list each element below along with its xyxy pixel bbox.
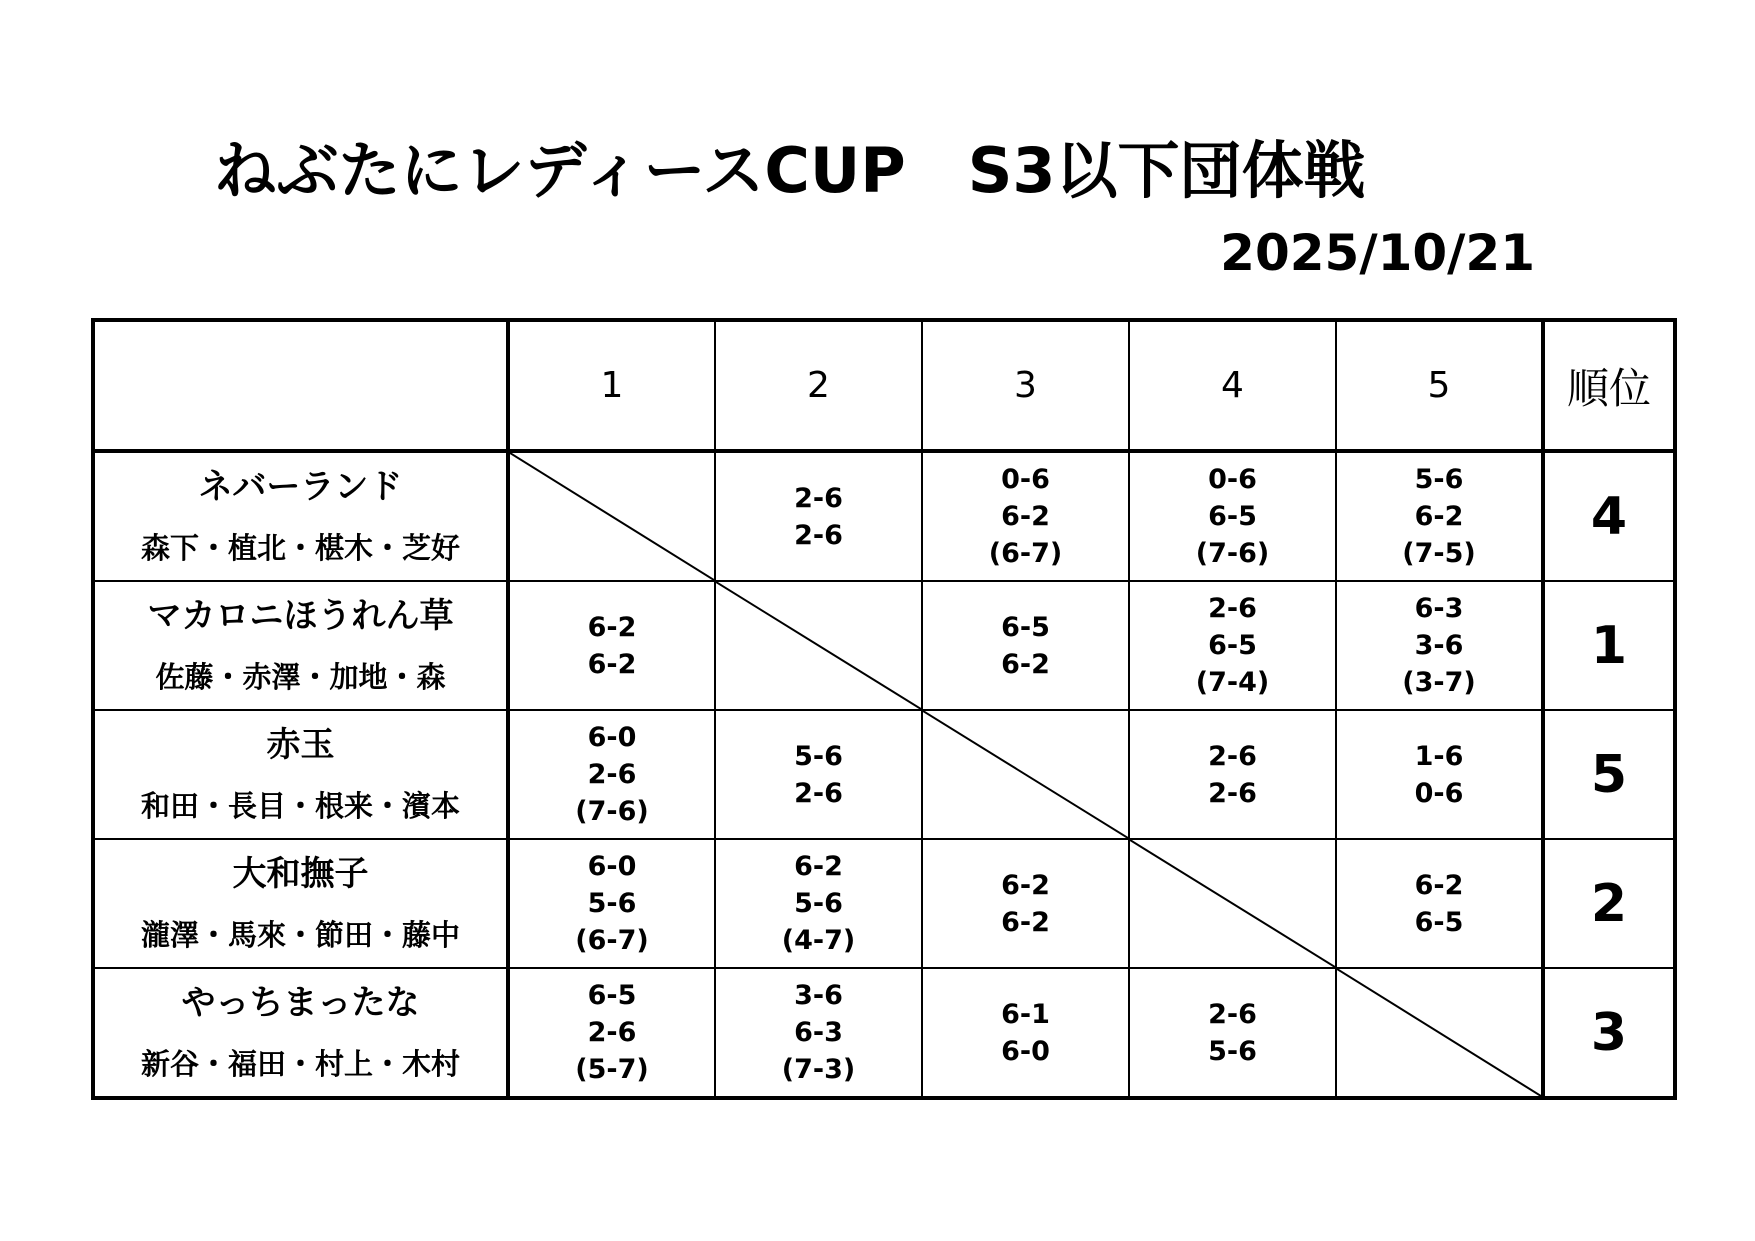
results-table [91, 318, 1677, 1100]
set-score: 6-5 [1001, 611, 1050, 643]
rank-value: 5 [1543, 710, 1675, 839]
team-name: 赤玉 [266, 725, 335, 765]
set-score: 6-2 [587, 648, 637, 680]
self-match-cell [1336, 968, 1543, 1098]
set-score: 2-6 [1208, 740, 1257, 772]
set-score: 2-6 [794, 482, 843, 514]
match-score-cell [1336, 581, 1543, 710]
team-cell [93, 581, 508, 710]
team-cell [93, 710, 508, 839]
set-score: (7-6) [575, 796, 649, 827]
set-score: 2-6 [794, 519, 843, 551]
set-score: 0-6 [1208, 464, 1257, 495]
set-score: 2-6 [794, 777, 843, 809]
set-score: 6-2 [794, 851, 843, 882]
set-score: (7-5) [1402, 538, 1476, 569]
set-score: 6-2 [587, 611, 637, 643]
set-score: 6-2 [1001, 906, 1050, 938]
set-score: (7-6) [1195, 538, 1270, 569]
team-name: ネバーランド [198, 467, 403, 507]
set-score: 6-5 [1414, 906, 1464, 938]
rank-value: 3 [1543, 968, 1675, 1098]
team-cell [93, 451, 508, 581]
event-date: 2025/10/21 [1220, 224, 1535, 282]
set-score: (5-7) [575, 1054, 649, 1085]
match-score-cell [508, 968, 715, 1098]
set-score: 6-3 [794, 1017, 843, 1048]
match-score-cell [1336, 839, 1543, 968]
set-score: 6-5 [587, 980, 637, 1011]
set-score: 5-6 [587, 888, 637, 919]
header-row [93, 320, 1675, 451]
match-score-cell [1336, 710, 1543, 839]
set-score: 6-0 [1001, 1035, 1050, 1067]
set-score: 2-6 [1208, 998, 1257, 1030]
set-score: 3-6 [794, 980, 843, 1011]
match-score-cell [1129, 968, 1336, 1098]
match-score-cell [922, 581, 1129, 710]
match-score-cell [1129, 581, 1336, 710]
set-score: 5-6 [1414, 464, 1464, 495]
set-score: 6-2 [1414, 501, 1464, 532]
team-members: 瀧澤・馬來・節田・藤中 [140, 918, 460, 952]
set-score: 2-6 [587, 1017, 637, 1048]
team-row [93, 581, 1675, 710]
column-header-5: 5 [1336, 320, 1543, 451]
set-score: (3-7) [1402, 667, 1476, 698]
self-match-cell [1129, 839, 1336, 968]
rank-value: 1 [1543, 581, 1675, 710]
rank-value: 2 [1543, 839, 1675, 968]
rank-header: 順位 [1543, 320, 1675, 451]
team-name: 大和撫子 [232, 854, 369, 894]
match-score-cell [715, 968, 922, 1098]
set-score: (6-7) [575, 925, 649, 956]
set-score: 2-6 [587, 759, 637, 790]
team-name: マカロニほうれん草 [147, 596, 454, 636]
set-score: 6-2 [1001, 648, 1050, 680]
set-score: (7-4) [1195, 667, 1270, 698]
set-score: 5-6 [794, 888, 843, 919]
match-score-cell [922, 839, 1129, 968]
set-score: 6-5 [1208, 501, 1257, 532]
column-header-3: 3 [922, 320, 1129, 451]
set-score: 6-1 [1001, 998, 1050, 1030]
set-score: (4-7) [781, 925, 856, 956]
match-score-cell [1129, 710, 1336, 839]
rank-value: 4 [1543, 451, 1675, 581]
team-members: 佐藤・赤澤・加地・森 [155, 660, 446, 694]
match-score-cell [715, 839, 922, 968]
set-score: 3-6 [1414, 630, 1464, 661]
team-row [93, 710, 1675, 839]
set-score: (6-7) [988, 538, 1063, 569]
match-score-cell [715, 451, 922, 581]
team-members: 和田・長目・根来・濱本 [140, 789, 460, 823]
set-score: (7-3) [781, 1054, 856, 1085]
match-score-cell [508, 581, 715, 710]
diagonal-slash [1130, 840, 1335, 967]
match-score-cell [1129, 451, 1336, 581]
diagonal-slash [1337, 969, 1541, 1096]
diagonal-slash [923, 711, 1128, 838]
set-score: 6-3 [1414, 593, 1464, 624]
match-score-cell [922, 451, 1129, 581]
corner-cell [93, 320, 508, 451]
set-score: 0-6 [1414, 777, 1464, 809]
set-score: 2-6 [1208, 777, 1257, 809]
match-score-cell [922, 968, 1129, 1098]
set-score: 6-0 [587, 722, 637, 753]
team-row [93, 451, 1675, 581]
diagonal-slash [510, 453, 714, 580]
match-score-cell [508, 839, 715, 968]
page-title: ねぶたにレディースCUP S3以下団体戦 [214, 134, 1366, 207]
set-score: 6-2 [1001, 869, 1050, 901]
set-score: 1-6 [1414, 740, 1464, 772]
column-header-4: 4 [1129, 320, 1336, 451]
self-match-cell [715, 581, 922, 710]
team-members: 新谷・福田・村上・木村 [140, 1047, 460, 1081]
set-score: 6-2 [1001, 501, 1050, 532]
column-header-1: 1 [508, 320, 715, 451]
set-score: 0-6 [1001, 464, 1050, 495]
team-members: 森下・植北・椹木・芝好 [140, 531, 460, 565]
self-match-cell [508, 451, 715, 581]
set-score: 5-6 [794, 740, 843, 772]
set-score: 6-2 [1414, 869, 1464, 901]
self-match-cell [922, 710, 1129, 839]
team-row [93, 839, 1675, 968]
set-score: 6-0 [587, 851, 637, 882]
set-score: 6-5 [1208, 630, 1257, 661]
team-cell [93, 839, 508, 968]
diagonal-slash [716, 582, 921, 709]
match-score-cell [1336, 451, 1543, 581]
team-cell [93, 968, 508, 1098]
team-name: やっちまったな [181, 983, 420, 1023]
team-row [93, 968, 1675, 1098]
set-score: 5-6 [1208, 1035, 1257, 1067]
set-score: 2-6 [1208, 593, 1257, 624]
match-score-cell [715, 710, 922, 839]
column-header-2: 2 [715, 320, 922, 451]
match-score-cell [508, 710, 715, 839]
